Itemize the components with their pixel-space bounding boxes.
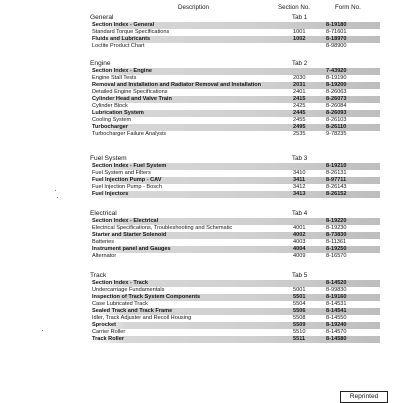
table-row	[90, 29, 380, 36]
section-engine	[90, 60, 380, 138]
row-section-number: 3413	[293, 191, 306, 197]
row-form-number: 8-73830	[326, 232, 347, 238]
row-form-number: 8-26131	[326, 170, 347, 176]
section-tab-label: Tab 1	[292, 14, 308, 21]
row-section-number: 5001	[293, 287, 306, 293]
row-section-number: 5510	[293, 329, 306, 335]
table-row	[90, 36, 380, 43]
row-section-number: 1002	[293, 36, 306, 42]
table-row	[90, 184, 380, 191]
row-description: Idler, Track Adjuster and Recoil Housing	[92, 315, 192, 321]
table-row	[90, 82, 380, 89]
section-heading-row	[90, 60, 380, 68]
row-description: Cylinder Block	[92, 103, 128, 109]
row-description: Fuel Injectors	[92, 191, 129, 197]
table-row	[90, 96, 380, 103]
row-form-number: 8-26110	[326, 124, 347, 130]
row-section-number: 1001	[293, 29, 306, 35]
row-form-number: 7-43920	[326, 68, 347, 74]
section-title: Track	[90, 272, 107, 279]
row-section-number: 2030	[293, 75, 306, 81]
row-description: Turbocharger	[92, 124, 128, 130]
section-title: Fuel System	[90, 155, 127, 162]
section-electrical	[90, 210, 380, 260]
table-row	[90, 68, 380, 75]
row-section-number: 2415	[293, 96, 306, 102]
row-description: Standard Torque Specifications	[92, 29, 170, 35]
column-header-row	[0, 4, 400, 13]
row-description: Cylinder Head and Valve Train	[92, 96, 172, 102]
row-form-number: 8-19250	[326, 246, 347, 252]
row-section-number: 5511	[293, 336, 306, 342]
row-form-number: 8-26152	[326, 191, 347, 197]
table-row	[90, 170, 380, 177]
section-track	[90, 272, 380, 343]
row-form-number: 8-19180	[326, 22, 347, 28]
row-form-number: 8-19160	[326, 294, 347, 300]
section-heading-row	[90, 14, 380, 22]
row-section-number: 2495	[293, 124, 306, 130]
row-description: Engine Stall Tests	[92, 75, 137, 81]
scan-speck	[42, 330, 43, 331]
reprinted-stamp: Reprinted	[340, 391, 388, 403]
table-row	[90, 103, 380, 110]
table-row	[90, 218, 380, 225]
row-section-number: 5506	[293, 308, 306, 314]
row-form-number: 8-19190	[326, 75, 347, 81]
row-section-number: 5508	[293, 315, 306, 321]
section-heading-row	[90, 155, 380, 163]
row-description: Inspection of Track System Components	[92, 294, 201, 300]
row-description: Starter and Starter Solenoid	[92, 232, 167, 238]
row-form-number: 8-71601	[326, 29, 347, 35]
row-section-number: 3411	[293, 177, 306, 183]
section-heading-row	[90, 272, 380, 280]
row-form-number: 8-26103	[326, 117, 347, 123]
row-form-number: 8-26073	[326, 96, 347, 102]
row-description: Fuel System and Filters	[92, 170, 151, 176]
row-form-number: 8-16570	[326, 253, 347, 259]
section-title: Engine	[90, 60, 111, 67]
row-description: Fluids and Lubricants	[92, 36, 151, 42]
row-form-number: 8-26143	[326, 184, 347, 190]
row-form-number: 8-18970	[326, 36, 347, 42]
row-description: Undercarriage Fundamentals	[92, 287, 165, 293]
column-header-section-no: Section No.	[278, 4, 310, 11]
row-form-number: 8-26093	[326, 110, 347, 116]
table-row	[90, 322, 380, 329]
table-row	[90, 294, 380, 301]
row-description: Detailed Engine Specifications	[92, 89, 168, 95]
row-description: Fuel Injection Pump - CAV	[92, 177, 162, 183]
section-tab-label: Tab 2	[292, 60, 308, 67]
table-row	[90, 315, 380, 322]
row-form-number: 8-14541	[326, 308, 347, 314]
row-section-number: 5509	[293, 322, 306, 328]
table-row	[90, 110, 380, 117]
row-description: Section Index - General	[92, 22, 155, 28]
row-description: Fuel Injection Pump - Bosch	[92, 184, 162, 190]
table-row	[90, 336, 380, 343]
row-description: Turbocharger Failure Analysis	[92, 131, 167, 137]
table-row	[90, 225, 380, 232]
table-row	[90, 124, 380, 131]
table-row	[90, 117, 380, 124]
table-row	[90, 232, 380, 239]
row-description: Sprocket	[92, 322, 116, 328]
section-fuel-system	[90, 155, 380, 198]
scan-speck	[57, 197, 58, 198]
row-description: Section Index - Track	[92, 280, 148, 286]
row-section-number: 3412	[293, 184, 306, 190]
table-row	[90, 163, 380, 170]
row-section-number: 2455	[293, 117, 306, 123]
row-section-number: 4002	[293, 232, 306, 238]
table-row	[90, 131, 380, 138]
table-row	[90, 75, 380, 82]
row-form-number: 8-26063	[326, 89, 347, 95]
row-form-number: 8-26084	[326, 103, 347, 109]
row-form-number: 8-19220	[326, 218, 347, 224]
row-form-number: 8-19230	[326, 225, 347, 231]
row-section-number: 2425	[293, 103, 306, 109]
column-header-description: Description	[178, 4, 209, 11]
row-form-number: 8-14580	[326, 336, 347, 342]
row-section-number: 4004	[293, 246, 306, 252]
section-title: Electrical	[90, 210, 117, 217]
row-form-number: 8-14520	[326, 280, 347, 286]
table-row	[90, 280, 380, 287]
row-description: Case Lubricated Track	[92, 301, 148, 307]
row-form-number: 8-14550	[326, 315, 347, 321]
table-row	[90, 177, 380, 184]
row-section-number: 4009	[293, 253, 306, 259]
table-row	[90, 239, 380, 246]
table-row	[90, 308, 380, 315]
table-row	[90, 89, 380, 96]
row-description: Batteries	[92, 239, 115, 245]
table-row	[90, 191, 380, 198]
row-form-number: 9-78235	[326, 131, 347, 137]
row-form-number: 8-97711	[326, 177, 347, 183]
row-form-number: 8-19200	[326, 82, 347, 88]
row-description: Sealed Track and Track Frame	[92, 308, 173, 314]
table-row	[90, 253, 380, 260]
row-description: Alternator	[92, 253, 117, 259]
row-description: Electrical Specifications, Troubleshooting and Schematic	[92, 225, 233, 231]
row-section-number: 2535	[293, 131, 306, 137]
row-form-number: 8-14570	[326, 329, 347, 335]
row-description: Track Roller	[92, 336, 125, 342]
table-row	[90, 329, 380, 336]
row-description: Section Index - Electrical	[92, 218, 159, 224]
row-description: Cooling System	[92, 117, 132, 123]
row-section-number: 2401	[293, 89, 306, 95]
row-description: Carrier Roller	[92, 329, 126, 335]
row-description: Instrument panel and Gauges	[92, 246, 171, 252]
row-description: Section Index - Fuel System	[92, 163, 167, 169]
section-general	[90, 14, 380, 50]
row-form-number: 8-19210	[326, 163, 347, 169]
table-row	[90, 22, 380, 29]
row-description: Removal and Installation and Radiator Removal and Installation	[92, 82, 262, 88]
row-section-number: 2031	[293, 82, 306, 88]
column-header-form-no: Form No.	[335, 4, 361, 11]
row-form-number: 8-14531	[326, 301, 347, 307]
row-section-number: 4001	[293, 225, 306, 231]
section-tab-label: Tab 3	[292, 155, 308, 162]
row-description: Section Index - Engine	[92, 68, 152, 74]
section-tab-label: Tab 5	[292, 272, 308, 279]
row-section-number: 2445	[293, 110, 306, 116]
row-form-number: 8-11361	[326, 239, 347, 245]
row-section-number: 5501	[293, 294, 306, 300]
row-description: Lubrication System	[92, 110, 144, 116]
section-heading-row	[90, 210, 380, 218]
row-section-number: 5504	[293, 301, 306, 307]
row-description: Loctite Product Chart	[92, 43, 145, 49]
row-section-number: 3410	[293, 170, 306, 176]
table-row	[90, 287, 380, 294]
table-row	[90, 301, 380, 308]
section-title: General	[90, 14, 114, 21]
row-form-number: 8-99830	[326, 287, 347, 293]
scan-speck	[55, 190, 56, 191]
table-row	[90, 246, 380, 253]
table-row	[90, 43, 380, 50]
row-section-number: 4003	[293, 239, 306, 245]
row-form-number: 8-98900	[326, 43, 347, 49]
section-tab-label: Tab 4	[292, 210, 308, 217]
row-form-number: 8-19240	[326, 322, 347, 328]
